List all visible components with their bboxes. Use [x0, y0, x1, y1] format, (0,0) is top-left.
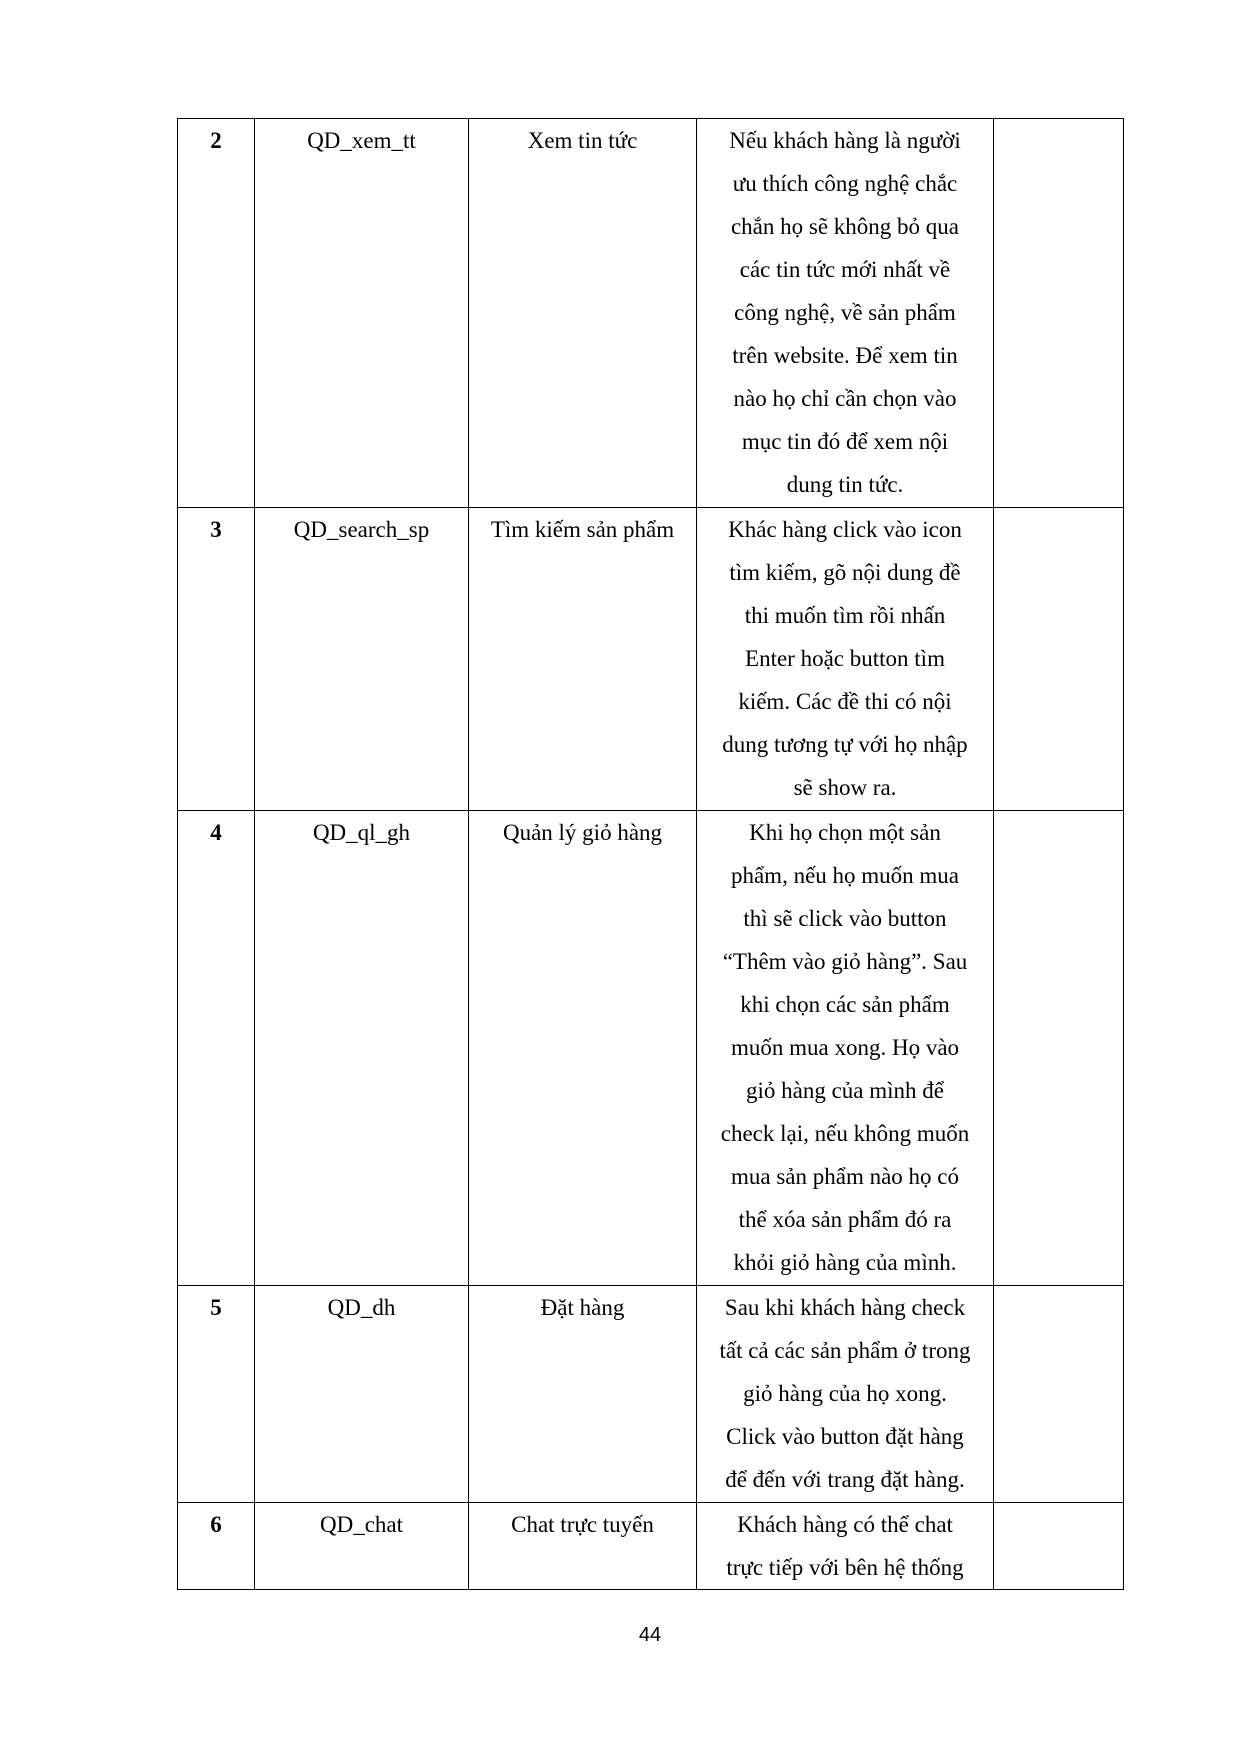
description-line: Khi họ chọn một sản: [749, 820, 941, 845]
description-line: Click vào button đặt hàng: [726, 1424, 964, 1449]
description-line: trên website. Để xem tin: [732, 343, 958, 368]
page-number: 44: [638, 1624, 662, 1646]
description-line: giỏ hàng của mình để: [745, 1078, 944, 1103]
requirement-code: QD_chat: [255, 1503, 469, 1590]
description-line: tìm kiếm, gõ nội dung đề: [729, 560, 961, 585]
table-row: [178, 811, 1124, 1286]
description-line: để đến với trang đặt hàng.: [725, 1467, 965, 1492]
requirement-description: [697, 1286, 994, 1503]
description-line: Enter hoặc button tìm: [745, 646, 945, 671]
requirements-table: [177, 118, 1124, 1590]
requirement-name: Xem tin tức: [469, 119, 697, 508]
requirement-name: Tìm kiếm sản phẩm: [469, 508, 697, 811]
requirement-note: [994, 1503, 1124, 1590]
requirement-note: [994, 508, 1124, 811]
table-row: [178, 1503, 1124, 1590]
requirement-description: [697, 508, 994, 811]
table-row: [178, 1286, 1124, 1503]
description-line: khi chọn các sản phẩm: [740, 992, 950, 1017]
row-number: 3: [178, 508, 255, 811]
description-line: dung tương tự với họ nhập: [722, 732, 968, 757]
description-line: kiếm. Các đề thi có nội: [738, 689, 952, 714]
description-line: sẽ show ra.: [793, 775, 897, 800]
requirement-description: [697, 1503, 994, 1590]
requirement-code: QD_ql_gh: [255, 811, 469, 1286]
table-row: [178, 119, 1124, 508]
requirement-code: QD_search_sp: [255, 508, 469, 811]
requirement-code: QD_dh: [255, 1286, 469, 1503]
description-line: mua sản phẩm nào họ có: [730, 1164, 960, 1189]
description-line: thì sẽ click vào button: [743, 906, 947, 931]
requirement-code: QD_xem_tt: [255, 119, 469, 508]
requirement-description: [697, 119, 994, 508]
description-line: Khách hàng có thể chat: [737, 1512, 953, 1537]
row-number: 2: [178, 119, 255, 508]
requirement-note: [994, 811, 1124, 1286]
table-row: [178, 508, 1124, 811]
description-line: phẩm, nếu họ muốn mua: [730, 863, 960, 888]
requirement-name: Quản lý giỏ hàng: [469, 811, 697, 1286]
requirement-note: [994, 119, 1124, 508]
table-body: [178, 119, 1124, 1590]
description-line: Sau khi khách hàng check: [724, 1295, 966, 1320]
description-line: mục tin đó để xem nội: [741, 429, 949, 454]
description-line: check lại, nếu không muốn: [720, 1121, 970, 1146]
requirement-description: [697, 811, 994, 1286]
description-line: trực tiếp với bên hệ thống: [726, 1555, 964, 1580]
row-number: 4: [178, 811, 255, 1286]
description-line: muốn mua xong. Họ vào: [730, 1035, 960, 1060]
description-line: thể xóa sản phẩm đó ra: [738, 1207, 952, 1232]
row-number: 6: [178, 1503, 255, 1590]
requirement-note: [994, 1286, 1124, 1503]
description-line: thi muốn tìm rồi nhấn: [744, 603, 946, 628]
row-number: 5: [178, 1286, 255, 1503]
description-line: các tin tức mới nhất về: [739, 257, 951, 282]
requirement-name: Chat trực tuyến: [469, 1503, 697, 1590]
description-line: ưu thích công nghệ chắc: [732, 171, 958, 196]
description-line: giỏ hàng của họ xong.: [743, 1381, 947, 1406]
description-line: khỏi giỏ hàng của mình.: [733, 1250, 957, 1275]
description-line: tất cả các sản phẩm ở trong: [719, 1338, 971, 1363]
description-line: dung tin tức.: [786, 472, 904, 497]
description-line: “Thêm vào giỏ hàng”. Sau: [722, 949, 968, 974]
description-line: Khác hàng click vào icon: [728, 517, 962, 542]
description-line: Nếu khách hàng là người: [729, 128, 961, 153]
description-line: công nghệ, về sản phẩm: [734, 300, 956, 325]
requirement-name: Đặt hàng: [469, 1286, 697, 1503]
description-line: chắn họ sẽ không bỏ qua: [730, 214, 960, 239]
description-line: nào họ chỉ cần chọn vào: [733, 386, 957, 411]
